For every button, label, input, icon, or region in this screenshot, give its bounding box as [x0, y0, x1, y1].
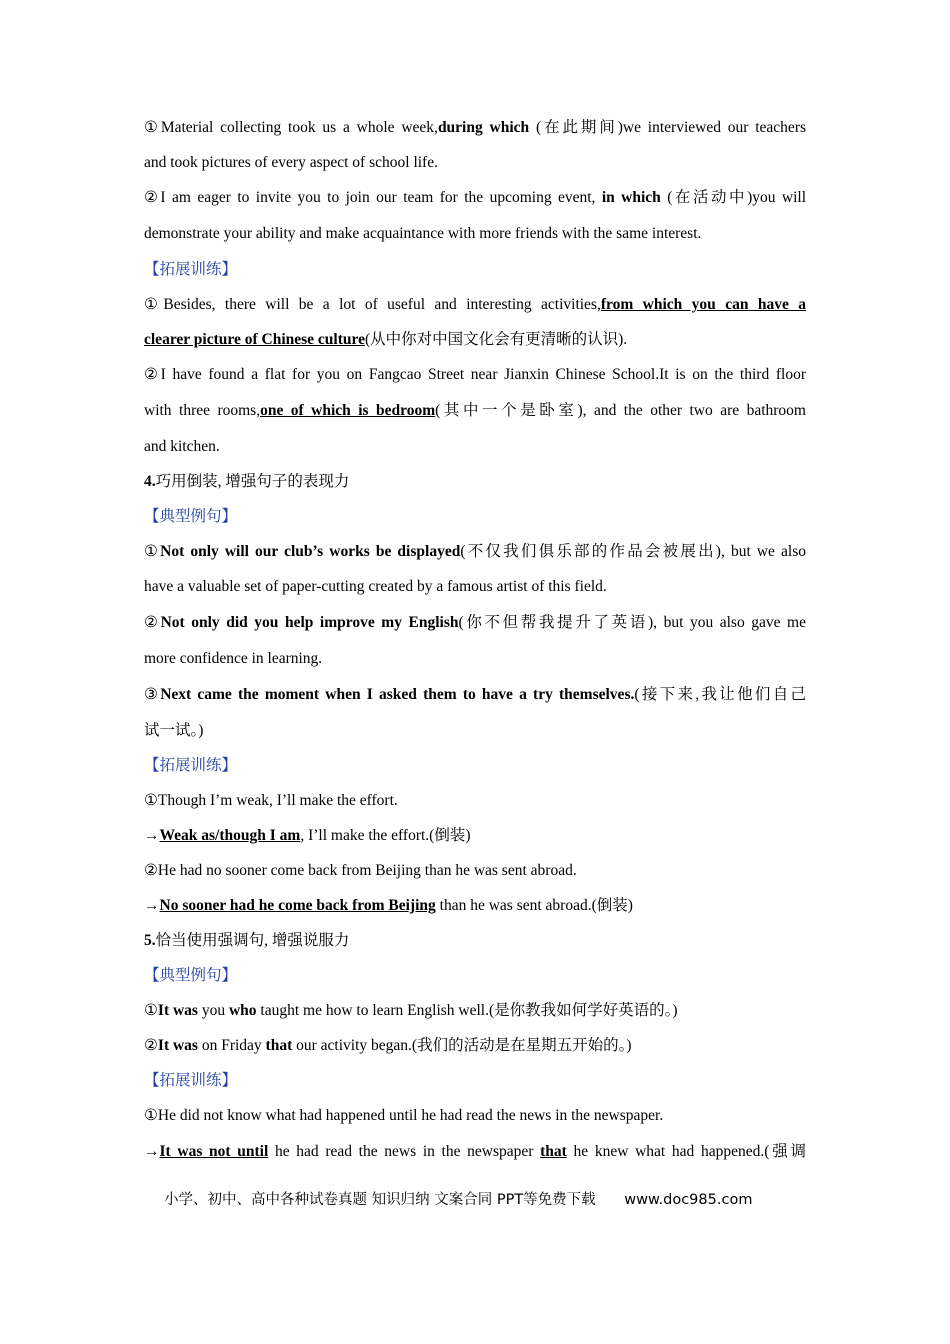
text-run: that [265, 1037, 293, 1054]
text-line [144, 676, 806, 713]
text-run: (在此期间)we interviewed our teachers [529, 119, 807, 136]
text-run: ①Besides, there will be a lot of useful and interesting activities, [144, 296, 601, 313]
text-line [144, 888, 806, 923]
text-line [144, 923, 806, 958]
text-line [144, 604, 806, 641]
text-run: It was [157, 1002, 198, 1019]
text-run: (不仅我们俱乐部的作品会被展出), but we also [460, 543, 806, 560]
text-run: ①Material collecting took us a whole week, [144, 119, 438, 136]
text-run: 【典型例句】 [144, 967, 238, 984]
text-run: one of which is bedroom [260, 402, 436, 419]
text-line [144, 569, 806, 604]
text-run: 4. [144, 473, 156, 490]
text-run: ③ [144, 686, 161, 703]
text-run: who [228, 1002, 257, 1019]
text-line [144, 180, 806, 215]
text-line [144, 322, 806, 357]
text-run: It was [157, 1037, 198, 1054]
text-run: clearer picture of Chinese culture [144, 331, 365, 348]
text-run: taught me how to learn English well.(是你教我如何学好英语的。) [256, 1002, 678, 1019]
text-run: ② [144, 614, 161, 631]
text-run: ② [144, 1037, 158, 1054]
text-line [144, 713, 806, 748]
text-run: on Friday [197, 1037, 266, 1054]
text-run: he had read the news in the newspaper [268, 1143, 541, 1160]
text-line [144, 534, 806, 569]
text-run: you [197, 1002, 229, 1019]
text-run: ②I am eager to invite you to join our team for the upcoming event, [144, 189, 602, 206]
section-tag [144, 1063, 806, 1098]
text-run: and kitchen. [144, 438, 220, 455]
footer-text: 小学、初中、高中各种试卷真题 知识归纳 文案合同 PPT等免费下载 [164, 1192, 596, 1208]
text-run: , I’ll make the effort.(倒装) [300, 827, 471, 844]
text-line [144, 357, 806, 392]
page-footer [164, 1188, 804, 1209]
text-line [144, 1098, 806, 1133]
text-line [144, 429, 806, 464]
text-run: more confidence in learning. [144, 650, 323, 667]
text-run: demonstrate your ability and make acquaintance with more friends with the same interest. [144, 225, 702, 242]
text-run: that [540, 1143, 567, 1160]
text-run: our activity began.(我们的活动是在星期五开始的。) [292, 1037, 632, 1054]
text-run: (在活动中)you will [660, 189, 807, 206]
text-run: he knew what had happened.(强调 [566, 1143, 806, 1160]
text-run: ① [144, 543, 161, 560]
section-tag [144, 748, 806, 783]
text-run: (接下来,我让他们自己 [634, 686, 807, 703]
text-line [144, 110, 806, 145]
text-run: and took pictures of every aspect of school life. [144, 154, 438, 171]
text-run: (其中一个是卧室), and the other two are bathroom [435, 402, 806, 419]
text-run: 【典型例句】 [144, 508, 238, 525]
text-run: No sooner had he come back from Beijing [159, 897, 436, 914]
text-run: 巧用倒装, 增强句子的表现力 [155, 473, 350, 490]
text-run: ①Though I’m weak, I’ll make the effort. [144, 792, 398, 809]
text-run: → [144, 897, 160, 914]
document-body [144, 110, 806, 1170]
text-run: 恰当使用强调句, 增强说服力 [155, 932, 350, 949]
text-run: → [144, 827, 160, 844]
text-run: 试一试。) [144, 722, 204, 739]
text-run: have a valuable set of paper-cutting created by a famous artist of this field. [144, 578, 607, 595]
text-line [144, 641, 806, 676]
text-run: 5. [144, 932, 156, 949]
text-run: It was not until [159, 1143, 269, 1160]
text-run: (你不但帮我提升了英语), but you also gave me [458, 614, 806, 631]
text-line [144, 215, 806, 252]
text-run: 【拓展训练】 [144, 261, 238, 278]
text-run: ① [144, 1002, 158, 1019]
text-line [144, 818, 806, 853]
text-run: → [144, 1143, 160, 1160]
text-run: ①He did not know what had happened until he had read the news in the newspaper. [144, 1107, 664, 1124]
text-line [144, 993, 806, 1028]
text-line [144, 853, 806, 888]
text-run: ②He had no sooner come back from Beijing than he was sent abroad. [144, 862, 577, 879]
text-run: ②I have found a flat for you on Fangcao Street near Jianxin Chinese School.It is on the third floor [144, 366, 806, 383]
text-run: Weak as/though I am [159, 827, 301, 844]
text-run: with three rooms, [144, 402, 261, 419]
footer-url: www.doc985.com [624, 1192, 753, 1208]
text-run: 【拓展训练】 [144, 757, 238, 774]
text-line [144, 392, 806, 429]
section-tag [144, 252, 806, 287]
text-line [144, 464, 806, 499]
section-tag [144, 499, 806, 534]
text-line [144, 783, 806, 818]
text-line [144, 145, 806, 180]
text-run: from which you can have a [600, 296, 806, 313]
text-run: Not only will our club’s works be displayed [160, 543, 461, 560]
text-run: Next came the moment when I asked them to have a try themselves. [160, 686, 635, 703]
text-run: in which [601, 189, 661, 206]
text-run: during which [437, 119, 530, 136]
text-line [144, 287, 806, 322]
section-tag [144, 958, 806, 993]
text-line [144, 1133, 806, 1170]
text-run: 【拓展训练】 [144, 1072, 238, 1089]
text-line [144, 1028, 806, 1063]
text-run: than he was sent abroad.(倒装) [435, 897, 633, 914]
text-run: (从中你对中国文化会有更清晰的认识). [364, 331, 628, 348]
text-run: Not only did you help improve my English [160, 614, 459, 631]
